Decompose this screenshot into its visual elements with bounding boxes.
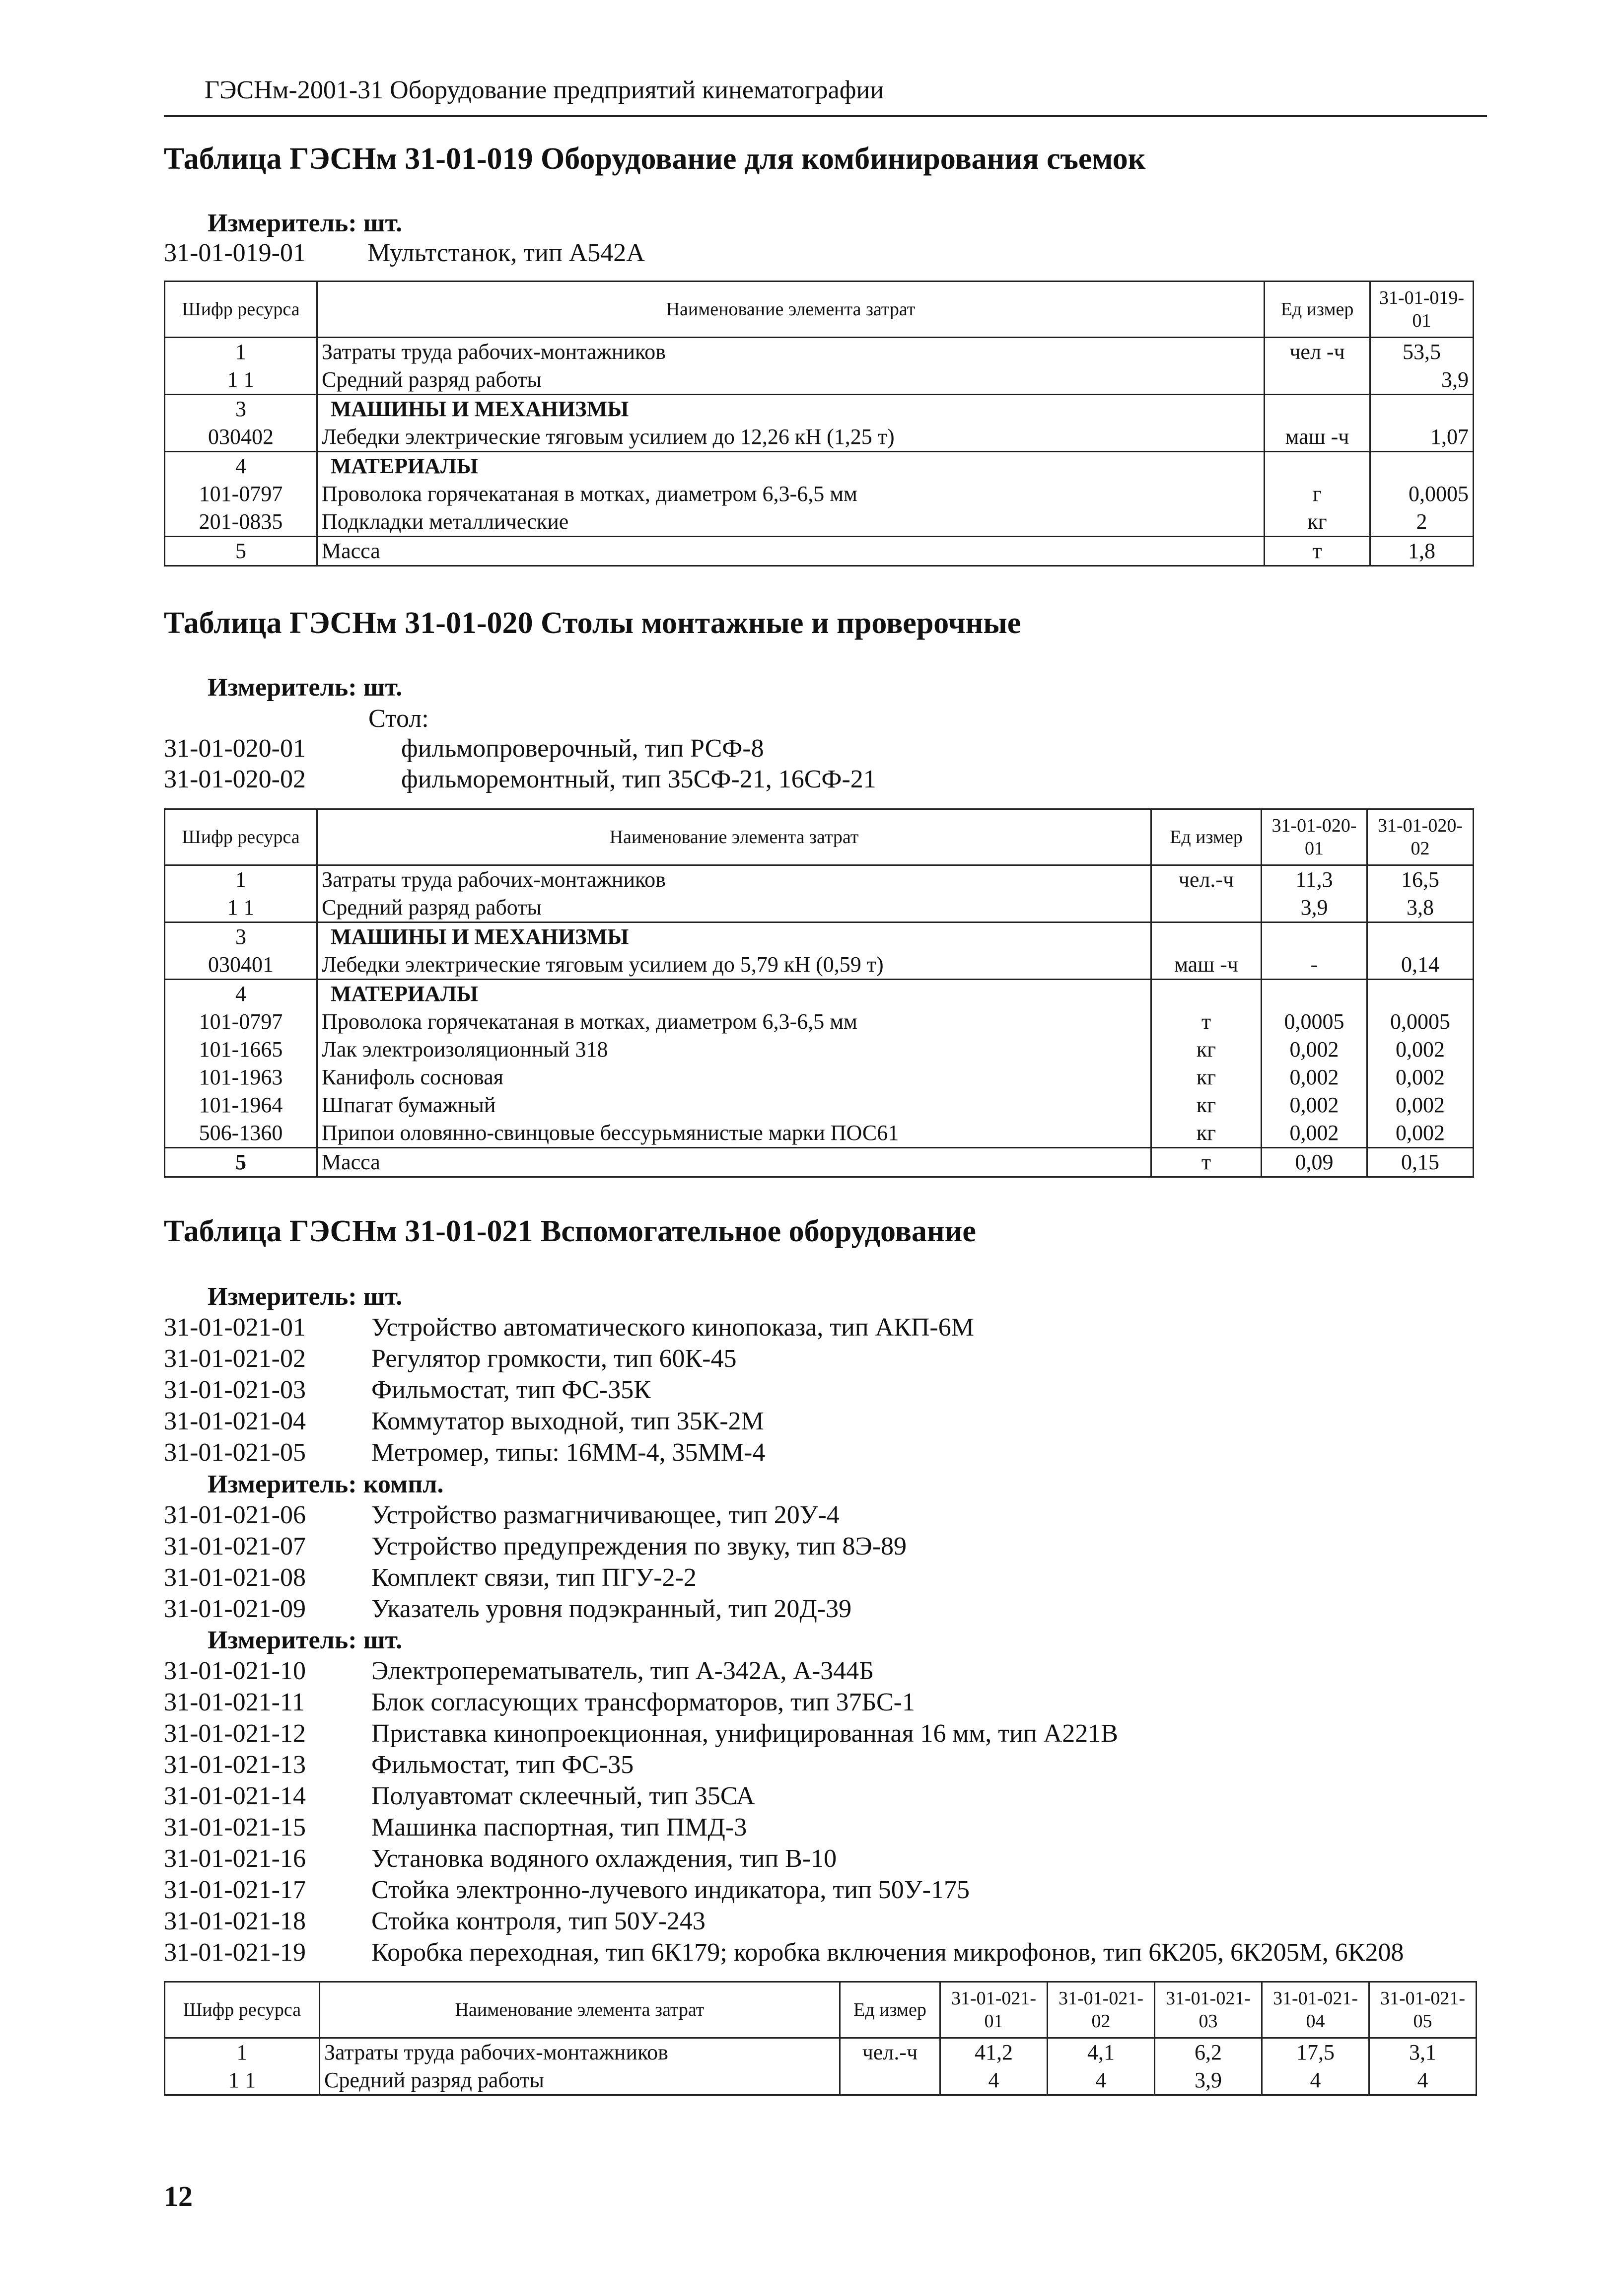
item-code: 31-01-021-14 — [164, 1782, 306, 1810]
row-value — [1370, 452, 1474, 481]
item-name: Мультстанок, тип А542А — [367, 239, 645, 267]
row-value: 0,002 — [1262, 1064, 1367, 1091]
table3-item — [164, 1844, 837, 1873]
item-code: 31-01-021-10 — [164, 1657, 306, 1685]
table2 — [164, 808, 1474, 1178]
row-name: Проволока горячекатаная в мотках, диаметром 6,3-6,5 мм — [317, 1008, 1151, 1036]
row-unit: т — [1265, 537, 1370, 566]
row-value: 4 — [1262, 2066, 1369, 2095]
row-unit: г — [1265, 480, 1370, 508]
item-name: Устройство размагничивающее, тип 20У-4 — [371, 1501, 840, 1529]
item-name: Приставка кинопроекционная, унифицированная 16 мм, тип А221В — [371, 1719, 1118, 1748]
table2-item — [164, 765, 876, 794]
row-unit: чел.-ч — [1151, 865, 1262, 894]
table3-item — [164, 1750, 634, 1779]
row-unit: кг — [1265, 508, 1370, 537]
row-value: 4 — [1048, 2066, 1155, 2095]
table2-measure — [208, 673, 402, 702]
row-unit: кг — [1151, 1091, 1262, 1119]
table-row — [165, 480, 1474, 508]
item-code: 31-01-021-02 — [164, 1345, 306, 1373]
row-value: 0,002 — [1262, 1091, 1367, 1119]
row-code: 1 — [165, 865, 317, 894]
row-unit: маш -ч — [1265, 423, 1370, 452]
item-code: 31-01-019-01 — [164, 239, 306, 267]
row-value: 17,5 — [1262, 2038, 1369, 2067]
row-value — [1370, 395, 1474, 424]
item-name: Устройство предупреждения по звуку, тип 8Э-89 — [371, 1532, 907, 1561]
row-unit — [1151, 894, 1262, 922]
section-title: МАШИНЫ И МЕХАНИЗМЫ — [317, 922, 1151, 951]
row-value: 0,002 — [1262, 1119, 1367, 1148]
col-header-value: 31-01-021-01 — [940, 1982, 1048, 2038]
item-name: Установка водяного охлаждения, тип В-10 — [371, 1844, 837, 1873]
row-name: Проволока горячекатаная в мотках, диаметром 6,3-6,5 мм — [317, 480, 1265, 508]
row-unit: т — [1151, 1008, 1262, 1036]
row-name: Лебедки электрические тяговым усилием до 12,26 кН (1,25 т) — [317, 423, 1265, 452]
row-unit: кг — [1151, 1119, 1262, 1148]
item-code: 31-01-021-18 — [164, 1907, 306, 1935]
item-name: Устройство автоматического кинопоказа, тип АКП-6М — [371, 1313, 974, 1342]
table3-measure — [208, 1470, 443, 1499]
row-unit: кг — [1151, 1064, 1262, 1091]
row-value — [1262, 980, 1367, 1008]
measure-label: Измеритель: — [208, 673, 357, 702]
row-value — [1367, 922, 1474, 951]
row-value: 6,2 — [1155, 2038, 1262, 2067]
item-name: Указатель уровня подэкранный, тип 20Д-39 — [371, 1595, 852, 1623]
item-code: 31-01-021-11 — [164, 1688, 305, 1716]
row-unit: т — [1151, 1148, 1262, 1177]
col-header-value: 31-01-019-01 — [1370, 282, 1474, 338]
row-name: Затраты труда рабочих-монтажников — [317, 338, 1265, 366]
table-row — [165, 1008, 1474, 1036]
measure-unit: шт. — [363, 673, 403, 702]
item-name: Коробка переходная, тип 6К179; коробка включения микрофонов, тип 6К205, 6К205М, 6К208 — [371, 1938, 1404, 1967]
row-unit: чел.-ч — [840, 2038, 940, 2067]
row-unit: маш -ч — [1151, 951, 1262, 980]
item-code: 31-01-021-05 — [164, 1438, 306, 1467]
item-code: 31-01-021-16 — [164, 1844, 306, 1873]
row-value: 3,1 — [1369, 2038, 1477, 2067]
section-title: МАШИНЫ И МЕХАНИЗМЫ — [317, 395, 1265, 424]
table3-item — [164, 1313, 974, 1342]
table3-item — [164, 1344, 736, 1373]
row-value: 0,0005 — [1367, 1008, 1474, 1036]
item-code: 31-01-021-07 — [164, 1532, 306, 1561]
item-code: 31-01-020-02 — [164, 765, 306, 793]
table3-measure — [208, 1282, 402, 1311]
row-value: 4 — [940, 2066, 1048, 2095]
row-name: Затраты труда рабочих-монтажников — [317, 865, 1151, 894]
col-header-value: 31-01-021-02 — [1048, 1982, 1155, 2038]
row-code: 3 — [165, 395, 317, 424]
table3-item — [164, 1375, 651, 1405]
item-code: 31-01-021-12 — [164, 1719, 306, 1748]
col-header-value: 31-01-021-03 — [1155, 1982, 1262, 2038]
measure-label: Измеритель: — [208, 1282, 357, 1311]
measure-unit: шт. — [363, 1282, 403, 1311]
table3-item — [164, 1563, 697, 1592]
row-name: Средний разряд работы — [317, 894, 1151, 922]
col-header-unit: Ед измер — [1265, 282, 1370, 338]
item-name: Фильмостат, тип ФС-35 — [371, 1751, 634, 1779]
table-row — [165, 894, 1474, 922]
table3-item — [164, 1532, 907, 1561]
row-value: 0,09 — [1262, 1148, 1367, 1177]
row-value: 1,07 — [1370, 423, 1474, 452]
running-header: ГЭСНм-2001-31 Оборудование предприятий кинематографии — [205, 76, 884, 104]
item-name: Машинка паспортная, тип ПМД-3 — [371, 1813, 747, 1842]
table-row — [165, 508, 1474, 537]
row-name: Припои оловянно-свинцовые бессурьмянистые марки ПОС61 — [317, 1119, 1151, 1148]
item-code: 31-01-021-03 — [164, 1376, 306, 1404]
row-unit: кг — [1151, 1036, 1262, 1064]
item-name: Коммутатор выходной, тип 35К-2М — [371, 1407, 764, 1435]
measure-label: Измеритель: — [208, 209, 357, 237]
section-title: МАТЕРИАЛЫ — [317, 452, 1265, 481]
row-unit — [840, 2066, 940, 2095]
row-code: 201-0835 — [165, 508, 317, 537]
row-value — [1367, 980, 1474, 1008]
table-row — [165, 951, 1474, 980]
row-value: 11,3 — [1262, 865, 1367, 894]
table3 — [164, 1981, 1477, 2096]
table-row — [165, 1148, 1474, 1177]
row-value: 16,5 — [1367, 865, 1474, 894]
row-value: 3,9 — [1262, 894, 1367, 922]
row-value: 0,0005 — [1262, 1008, 1367, 1036]
row-code: 101-1964 — [165, 1091, 317, 1119]
item-code: 31-01-021-19 — [164, 1938, 306, 1967]
table1-item — [164, 238, 645, 268]
row-code: 030401 — [165, 951, 317, 980]
row-value: 0,002 — [1367, 1064, 1474, 1091]
table-row — [165, 366, 1474, 395]
row-unit — [1151, 980, 1262, 1008]
table-row — [165, 395, 1474, 424]
row-code: 3 — [165, 922, 317, 951]
row-value: 3,9 — [1155, 2066, 1262, 2095]
col-header-unit: Ед измер — [840, 1982, 940, 2038]
row-code: 101-1665 — [165, 1036, 317, 1064]
item-name: Электроперематыватель, тип А-342А, А-344Б — [371, 1657, 874, 1685]
row-code: 1 1 — [165, 894, 317, 922]
table-row — [165, 1064, 1474, 1091]
row-unit — [1265, 452, 1370, 481]
measure-unit: шт. — [363, 209, 403, 237]
table3-item — [164, 1938, 1404, 1967]
table3-item — [164, 1813, 747, 1842]
row-code: 4 — [165, 452, 317, 481]
row-value: 0,0005 — [1370, 480, 1474, 508]
table3-item — [164, 1594, 851, 1624]
col-header-code: Шифр ресурса — [165, 1982, 320, 2038]
section-title: МАТЕРИАЛЫ — [317, 980, 1151, 1008]
col-header-code: Шифр ресурса — [165, 809, 317, 865]
item-name: Метромер, типы: 16ММ-4, 35ММ-4 — [371, 1438, 766, 1467]
table-row — [165, 2038, 1477, 2067]
row-value: 0,15 — [1367, 1148, 1474, 1177]
item-name: Стойка контроля, тип 50У-243 — [371, 1907, 706, 1935]
row-name: Канифоль сосновая — [317, 1064, 1151, 1091]
row-value: 3,9 — [1370, 366, 1474, 395]
item-code: 31-01-021-09 — [164, 1595, 306, 1623]
col-header-value: 31-01-020-01 — [1262, 809, 1367, 865]
row-code: 101-1963 — [165, 1064, 317, 1091]
col-header-value: 31-01-020-02 — [1367, 809, 1474, 865]
row-code: 5 — [165, 537, 317, 566]
table2-item — [164, 734, 764, 763]
row-value: 41,2 — [940, 2038, 1048, 2067]
row-value: 0,14 — [1367, 951, 1474, 980]
table-row — [165, 865, 1474, 894]
row-code: 1 1 — [165, 366, 317, 395]
table1-heading: Таблица ГЭСНм 31-01-019 Оборудование для комбинирования съемок — [164, 142, 1146, 176]
row-code: 5 — [165, 1148, 317, 1177]
header-rule — [164, 115, 1487, 117]
row-name: Масса — [317, 1148, 1151, 1177]
item-name: Полуавтомат склеечный, тип 35СА — [371, 1782, 755, 1810]
item-code: 31-01-021-17 — [164, 1876, 306, 1904]
table-row — [165, 922, 1474, 951]
row-code: 1 — [165, 2038, 320, 2067]
table3-item — [164, 1656, 874, 1686]
row-value: 3,8 — [1367, 894, 1474, 922]
item-code: 31-01-021-04 — [164, 1407, 306, 1435]
row-value: 0,002 — [1367, 1091, 1474, 1119]
row-value: 53,5 — [1370, 338, 1474, 366]
row-value: 0,002 — [1367, 1036, 1474, 1064]
table1 — [164, 281, 1474, 567]
row-name: Лак электроизоляционный 318 — [317, 1036, 1151, 1064]
item-name: фильморемонтный, тип 35СФ-21, 16СФ-21 — [401, 765, 876, 793]
table3-item — [164, 1438, 765, 1467]
measure-unit: шт. — [363, 1626, 403, 1654]
row-name: Шпагат бумажный — [317, 1091, 1151, 1119]
row-code: 1 1 — [165, 2066, 320, 2095]
row-name: Подкладки металлические — [317, 508, 1265, 537]
row-value — [1262, 922, 1367, 951]
table-row — [165, 423, 1474, 452]
item-code: 31-01-021-01 — [164, 1313, 306, 1342]
item-name: Комплект связи, тип ПГУ-2-2 — [371, 1563, 697, 1592]
row-value: 0,002 — [1262, 1036, 1367, 1064]
table-row — [165, 980, 1474, 1008]
table-row — [165, 1036, 1474, 1064]
row-value: - — [1262, 951, 1367, 980]
item-name: Фильмостат, тип ФС-35К — [371, 1376, 651, 1404]
row-value: 4,1 — [1048, 2038, 1155, 2067]
item-name: фильмопроверочный, тип РСФ-8 — [401, 734, 764, 763]
row-name: Средний разряд работы — [320, 2066, 840, 2095]
row-code: 1 — [165, 338, 317, 366]
col-header-value: 31-01-021-05 — [1369, 1982, 1477, 2038]
table-header-row — [165, 809, 1474, 865]
table3-item — [164, 1719, 1118, 1748]
measure-unit: компл. — [363, 1470, 444, 1498]
row-name: Лебедки электрические тяговым усилием до 5,79 кН (0,59 т) — [317, 951, 1151, 980]
row-code: 101-0797 — [165, 1008, 317, 1036]
table-row — [165, 338, 1474, 366]
row-code: 101-0797 — [165, 480, 317, 508]
table2-heading: Таблица ГЭСНм 31-01-020 Столы монтажные и проверочные — [164, 606, 1021, 640]
page-number: 12 — [164, 2180, 193, 2212]
row-name: Масса — [317, 537, 1265, 566]
table3-item — [164, 1688, 915, 1717]
table1-measure — [208, 209, 402, 238]
table3-measure — [208, 1626, 402, 1655]
row-name: Затраты труда рабочих-монтажников — [320, 2038, 840, 2067]
table-row — [165, 1091, 1474, 1119]
item-name: Стойка электронно-лучевого индикатора, тип 50У-175 — [371, 1876, 970, 1904]
row-code: 506-1360 — [165, 1119, 317, 1148]
item-code: 31-01-020-01 — [164, 734, 306, 763]
item-name: Блок согласующих трансформаторов, тип 37БС-1 — [371, 1688, 915, 1716]
row-unit: чел -ч — [1265, 338, 1370, 366]
measure-label: Измеритель: — [208, 1470, 357, 1498]
col-header-value: 31-01-021-04 — [1262, 1982, 1369, 2038]
col-header-name: Наименование элемента затрат — [317, 282, 1265, 338]
table-header-row — [165, 1982, 1477, 2038]
row-value: 2 — [1370, 508, 1474, 537]
table-header-row — [165, 282, 1474, 338]
row-unit — [1151, 922, 1262, 951]
row-name: Средний разряд работы — [317, 366, 1265, 395]
col-header-name: Наименование элемента затрат — [320, 1982, 840, 2038]
col-header-code: Шифр ресурса — [165, 282, 317, 338]
item-code: 31-01-021-15 — [164, 1813, 306, 1842]
row-value: 1,8 — [1370, 537, 1474, 566]
table3-item — [164, 1407, 764, 1436]
row-value: 4 — [1369, 2066, 1477, 2095]
measure-label: Измеритель: — [208, 1626, 357, 1654]
table-row — [165, 537, 1474, 566]
item-code: 31-01-021-13 — [164, 1751, 306, 1779]
table2-group-title: Стол: — [368, 705, 429, 733]
item-code: 31-01-021-08 — [164, 1563, 306, 1592]
row-unit — [1265, 366, 1370, 395]
item-code: 31-01-021-06 — [164, 1501, 306, 1529]
table3-heading: Таблица ГЭСНм 31-01-021 Вспомогательное оборудование — [164, 1214, 976, 1248]
col-header-unit: Ед измер — [1151, 809, 1262, 865]
item-name: Регулятор громкости, тип 60К-45 — [371, 1345, 737, 1373]
table3-item — [164, 1781, 755, 1811]
row-code: 030402 — [165, 423, 317, 452]
table3-item — [164, 1907, 706, 1936]
table3-item — [164, 1875, 970, 1905]
table-row — [165, 452, 1474, 481]
row-value: 0,002 — [1367, 1119, 1474, 1148]
row-unit — [1265, 395, 1370, 424]
col-header-name: Наименование элемента затрат — [317, 809, 1151, 865]
table-row — [165, 2066, 1477, 2095]
table3-item — [164, 1500, 840, 1530]
row-code: 4 — [165, 980, 317, 1008]
table-row — [165, 1119, 1474, 1148]
